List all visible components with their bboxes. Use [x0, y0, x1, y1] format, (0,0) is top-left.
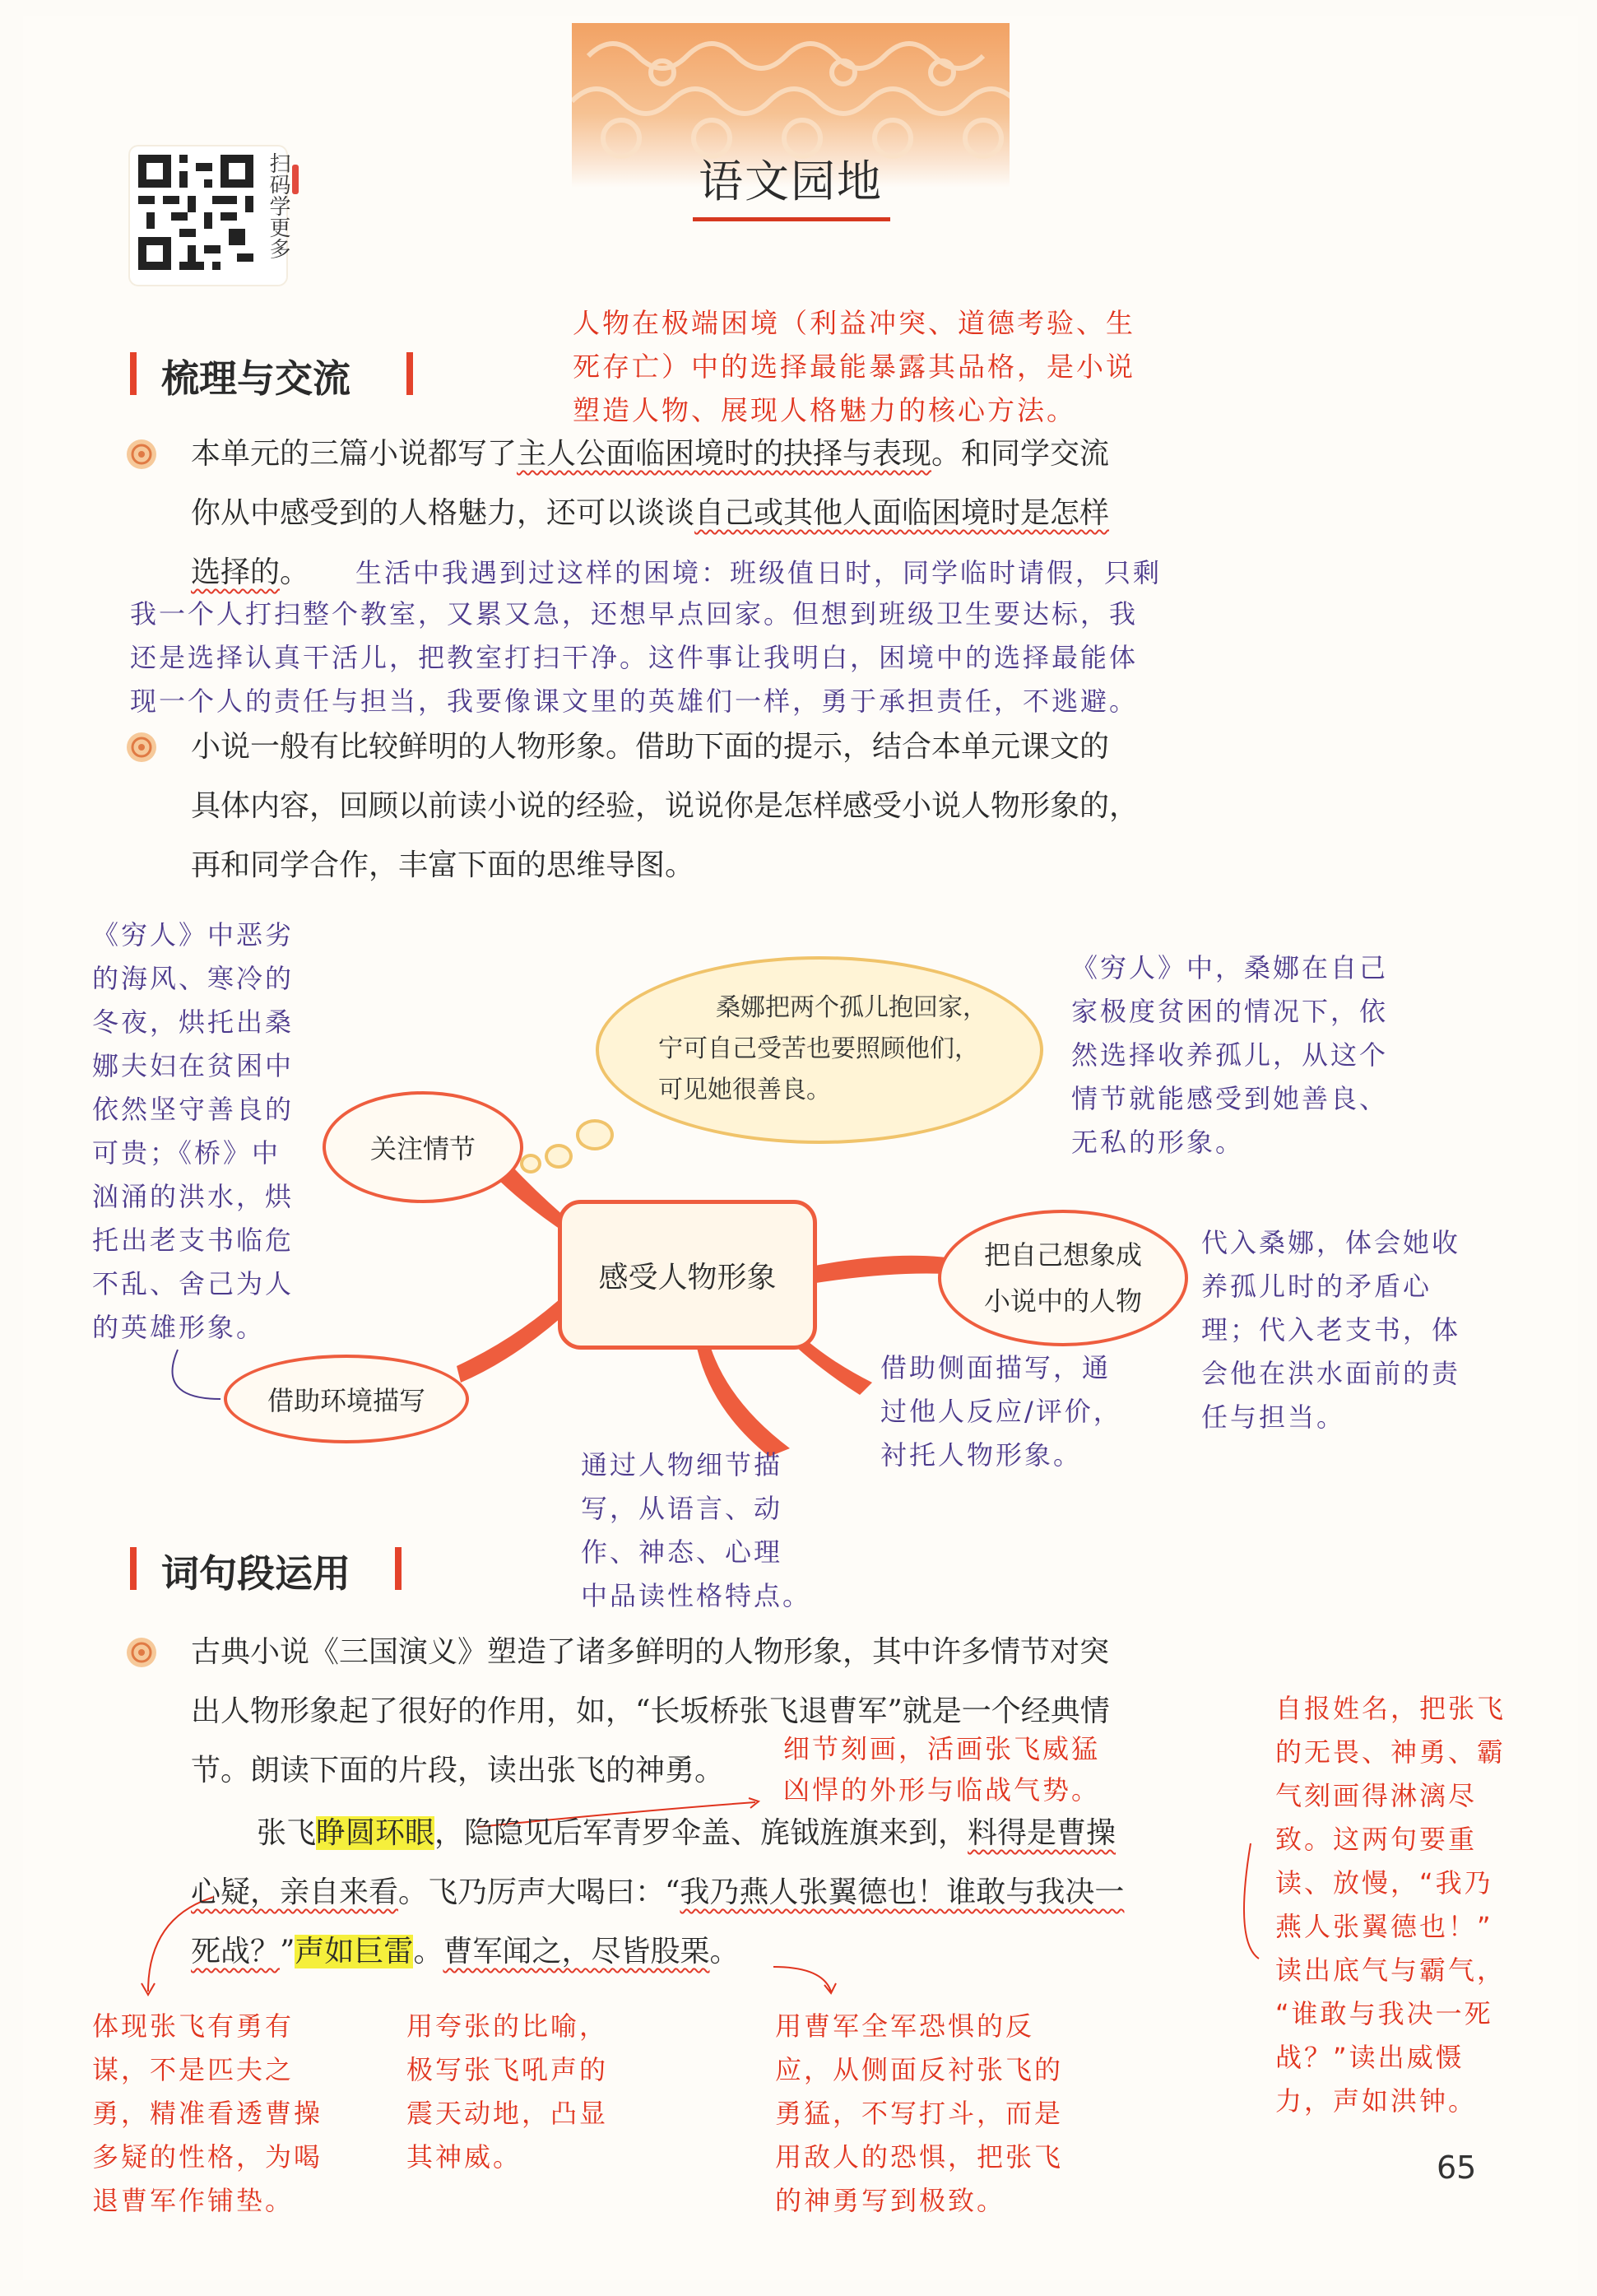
cloud-text — [658, 988, 1020, 1111]
note-line: 代入桑娜，体会她收 — [1201, 1227, 1461, 1258]
note-line: 用曹军全军恐惧的反 — [775, 2010, 1035, 2042]
note-mid-first: 生活中我遇到过这样的困境：班级值日时，同学临时请假，只剩 — [355, 557, 1163, 588]
note-line: 通过人物细节描 — [581, 1449, 783, 1480]
note-line: 过他人反应/评价， — [880, 1396, 1122, 1427]
note-line: 勇，精准看透曹操 — [92, 2098, 323, 2129]
note-line: 情节就能感受到她善良、 — [1071, 1083, 1389, 1114]
section-heading-1: 梳理与交流 — [161, 356, 351, 401]
note-line: 塑造人物、展现人格魅力的核心方法。 — [573, 394, 1076, 426]
note-line: 自报姓名，把张飞 — [1275, 1693, 1506, 1724]
text-span: 。和同学交流 — [931, 437, 1110, 471]
underlined-text: 主人公面临困境时的抉择与表现 — [517, 437, 932, 471]
note-line: 用夸张的比喻， — [406, 2010, 609, 2042]
note-line: 细节刻画，活画张飞威猛 — [783, 1733, 1101, 1764]
note-line: 勇猛，不写打斗，而是 — [775, 2098, 1064, 2129]
note-line: 娜夫妇在贫困中 — [92, 1050, 295, 1081]
note-line: 多疑的性格，为喝 — [92, 2141, 323, 2173]
passage-line1 — [191, 1804, 1293, 1863]
note-line: 任与担当。 — [1201, 1401, 1346, 1433]
underlined-text: 曹军闻之，尽皆股栗 — [443, 1935, 710, 1968]
note-line: “谁敢与我决一死 — [1275, 1998, 1493, 2029]
intro-line: 古典小说《三国演义》塑造了诸多鲜明的人物形象，其中许多情节对突 — [191, 1635, 1110, 1669]
node-env: 借助环境描写 — [224, 1355, 469, 1443]
note-line: 震天动地，凸显 — [406, 2098, 609, 2129]
arrow-left-note — [173, 1350, 221, 1399]
note-s2-b3 — [775, 2005, 1063, 2223]
highlighted-text: 声如巨雷 — [295, 1935, 414, 1968]
note-line: 战？”读出威慑 — [1275, 2042, 1465, 2073]
note-line: 可贵；《桥》中 — [92, 1137, 281, 1169]
item2-line: 具体内容，回顾以前读小说的经验，说说你是怎样感受小说人物形象的， — [191, 789, 1140, 823]
text-span: 。 — [413, 1935, 443, 1968]
note-line: 读出底气与霸气， — [1275, 1954, 1506, 1986]
note-line: 的神勇写到极致。 — [775, 2185, 1006, 2216]
note-line: 汹涌的洪水，烘 — [92, 1181, 295, 1212]
highlighted-text: 睁圆环眼 — [316, 1816, 435, 1850]
page-number: 65 — [1437, 2150, 1477, 2186]
cloud-bubble — [576, 1119, 614, 1150]
cloud-line: 宁可自己受苦也要照顾他们， — [658, 1034, 979, 1063]
note-line: 的英雄形象。 — [92, 1312, 266, 1343]
note-line: 现一个人的责任与担当，我要像课文里的英雄们一样，勇于承担责任，不逃避。 — [130, 686, 1139, 717]
note-line: 燕人张翼德也！” — [1275, 1911, 1493, 1942]
note-line: 托出老支书临危 — [92, 1225, 295, 1256]
note-line: 《穷人》中恶劣 — [92, 919, 295, 950]
text-span: 。 — [280, 555, 310, 589]
note-left — [92, 913, 294, 1350]
note-line: 然选择收养孤儿，从这个 — [1071, 1039, 1389, 1071]
note-line: 养孤儿时的矛盾心 — [1201, 1271, 1432, 1302]
note-line: 退曹军作铺垫。 — [92, 2185, 295, 2216]
branch-imagine — [806, 1256, 946, 1284]
note-line: 人物在极端困境（利益冲突、道德考验、生 — [573, 307, 1135, 339]
note-line: 凶悍的外形与临战气势。 — [783, 1774, 1101, 1806]
note-line: 的海风、寒冷的 — [92, 963, 295, 994]
note-line: 《穷人》中，桑娜在自己 — [1071, 952, 1389, 983]
underlined-text: 选择的 — [191, 555, 281, 589]
note-line: 力，声如洪钟。 — [1275, 2085, 1478, 2117]
text-span: 。飞乃厉声大喝曰：“ — [398, 1875, 680, 1909]
note-line: 读、放慢，“我乃 — [1275, 1867, 1493, 1899]
note-line: 我一个人打扫整个教室，又累又急，还想早点回家。但想到班级卫生要达标，我 — [130, 598, 1139, 630]
note-line: 依然坚守善良的 — [92, 1094, 295, 1125]
page-title: 语文园地 — [699, 156, 883, 207]
cloud-line: 可见她很善良。 — [658, 1076, 831, 1104]
note-line: 中品读性格特点。 — [581, 1580, 812, 1611]
item2-line: 小说一般有比较鲜明的人物形象。借助下面的提示，结合本单元课文的 — [191, 730, 1110, 764]
section2-intro — [191, 1623, 1293, 1801]
intro-line: 出人物形象起了很好的作用，如，“长坂桥张飞退曹军”就是一个经典情 — [191, 1694, 1110, 1728]
text-span: 张飞 — [257, 1816, 317, 1850]
passage-line3 — [191, 1922, 1293, 1982]
note-line: 体现张飞有勇有 — [92, 2010, 295, 2042]
bullet-icon — [125, 1636, 158, 1669]
note-line: 家极度贫困的情况下，依 — [1071, 996, 1389, 1027]
section-heading-2: 词句段运用 — [161, 1551, 351, 1596]
text-span: 。 — [709, 1935, 740, 1968]
underlined-text: 料得是曹操 — [968, 1816, 1117, 1850]
note-s2-b1 — [92, 2005, 323, 2223]
note-line: 极写张飞吼声的 — [406, 2054, 609, 2085]
node-line: 小说中的人物 — [983, 1285, 1142, 1317]
note-line: 还是选择认真干活儿，把教室打扫干净。这件事让我明白，困境中的选择最能体 — [130, 642, 1139, 673]
note-line: 死存亡）中的选择最能暴露其品格，是小说 — [573, 351, 1135, 383]
note-line: 作、神态、心理 — [581, 1536, 783, 1568]
note-line: 气刻画得淋漓尽 — [1275, 1780, 1478, 1811]
text-span: ，隐隐见后军青罗伞盖、旄钺旌旗来到， — [434, 1816, 968, 1850]
note-s2-detail — [783, 1728, 1100, 1810]
underlined-text: 我乃燕人张翼德也！谁敢与我决一 — [680, 1875, 1125, 1909]
node-plot: 关注情节 — [323, 1091, 523, 1203]
node-line: 把自己想象成 — [983, 1239, 1142, 1271]
note-line: 无私的形象。 — [1071, 1127, 1245, 1158]
note-line: 的无畏、神勇、霸 — [1275, 1736, 1506, 1768]
note-line: 理；代入老支书，体 — [1201, 1314, 1461, 1346]
intro-line: 节。朗读下面的片段，读出张飞的神勇。 — [191, 1754, 725, 1787]
cloud-bubble — [520, 1154, 541, 1174]
item2-line: 再和同学合作，丰富下面的思维导图。 — [191, 848, 695, 882]
note-line: 写，从语言、动 — [581, 1493, 783, 1524]
underlined-text: 死战？ — [191, 1935, 281, 1968]
note-line: 其神威。 — [406, 2141, 522, 2173]
passage-line2 — [191, 1863, 1293, 1922]
cloud-line: 桑娜把两个孤儿抱回家， — [716, 993, 987, 1022]
note-line: 冬夜，烘托出桑 — [92, 1006, 295, 1038]
text-span: ” — [280, 1935, 295, 1968]
section-bar-right — [395, 1547, 402, 1590]
passage — [191, 1804, 1293, 1982]
note-s2-right — [1275, 1687, 1506, 2123]
note-line: 致。这两句要重 — [1275, 1824, 1478, 1855]
note-s2-b2 — [406, 2005, 608, 2179]
section-bar-left — [130, 1547, 137, 1590]
note-line: 用敌人的恐惧，把张飞 — [775, 2141, 1064, 2173]
note-right-mid — [1201, 1221, 1460, 1439]
note-line: 借助侧面描写，通 — [880, 1352, 1112, 1383]
cloud-bubble — [545, 1144, 573, 1169]
text-span: 本单元的三篇小说都写了 — [191, 437, 518, 471]
underlined-text: 心疑，亲自来看 — [191, 1875, 399, 1909]
qr-label: 扫码学更多 — [266, 152, 290, 259]
note-detail — [581, 1443, 811, 1618]
branch-detail — [695, 1337, 790, 1457]
underlined-text: 自己或其他人面临困境时是怎样 — [694, 496, 1110, 530]
text-span: 你从中感受到的人格魅力，还可以谈谈 — [191, 496, 695, 530]
note-right-top — [1071, 946, 1388, 1164]
node-center: 感受人物形象 — [558, 1200, 817, 1350]
note-line: 谋，不是匹夫之 — [92, 2054, 295, 2085]
note-side — [880, 1346, 1122, 1477]
note-line: 会他在洪水面前的责 — [1201, 1358, 1461, 1389]
note-line: 衬托人物形象。 — [880, 1439, 1083, 1471]
note-line: 应，从侧面反衬张飞的 — [775, 2054, 1064, 2085]
node-imagine — [938, 1210, 1188, 1346]
note-line: 不乱、舍己为人 — [92, 1268, 295, 1299]
